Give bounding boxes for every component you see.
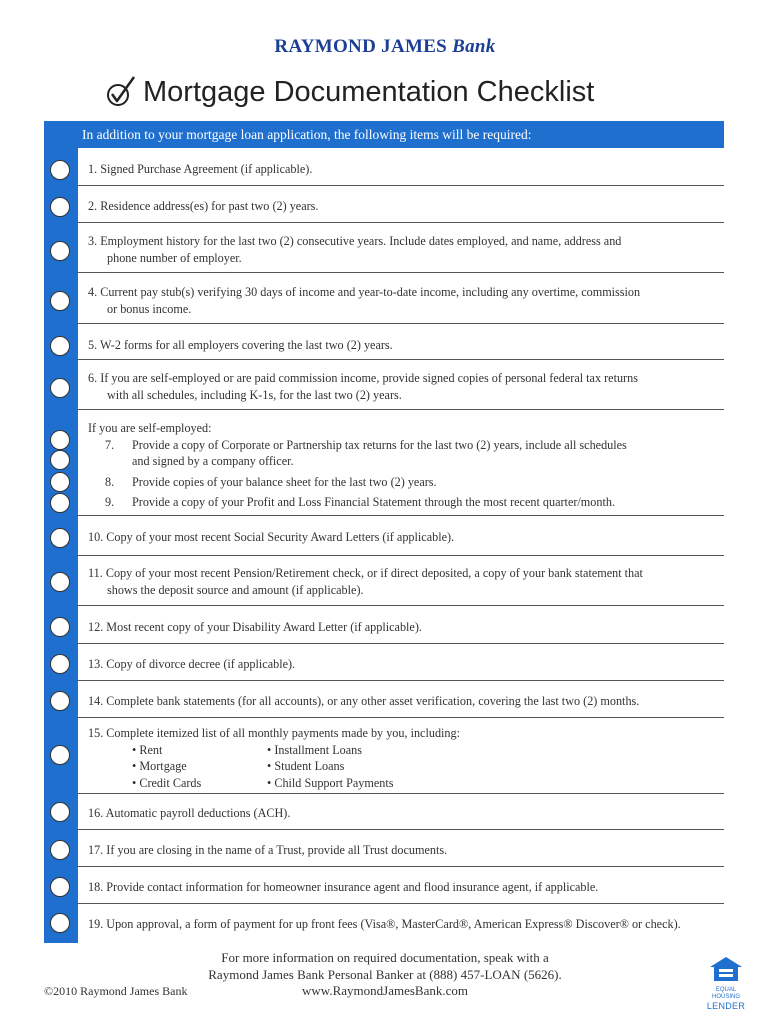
checklist-item-11 — [78, 556, 724, 606]
checklist-item-10 — [78, 516, 724, 556]
item-text: 4. Current pay stub(s) verifying 30 days of income and year-to-date income, including any overtime, commission — [88, 285, 641, 299]
title-row — [105, 70, 594, 114]
page-title: Mortgage Documentation Checklist — [143, 75, 595, 108]
item-text: 2. Residence address(es) for past two (2) years. — [88, 199, 319, 213]
checklist-item-13 — [78, 644, 724, 681]
bullet-mortgage: • Mortgage — [132, 759, 187, 773]
checklist-header — [78, 121, 724, 148]
house-icon — [709, 956, 743, 982]
item-text: 13. Copy of divorce decree (if applicable). — [88, 657, 296, 671]
sub-item-7: 7. Provide a copy of Corporate or Partnership tax returns for the last two (2) years, include all schedules and signed by a company officer. — [105, 437, 627, 468]
payment-bullets — [132, 742, 716, 792]
eho-label: EQUAL HOUSING — [711, 987, 740, 1000]
checklist-item-17 — [78, 830, 724, 867]
equal-housing-lender-logo — [705, 956, 747, 1011]
checklist-item-14 — [78, 681, 724, 718]
item-text-cont: or bonus income. — [107, 301, 192, 316]
item-text: 1. Signed Purchase Agreement (if applicable). — [88, 162, 313, 176]
checklist-item-self-employed — [78, 410, 724, 516]
brand-suffix: Bank — [452, 36, 496, 57]
item-text: 11. Copy of your most recent Pension/Retirement check, or if direct deposited, a copy of your bank statement that — [88, 566, 643, 580]
checkbox-10[interactable] — [50, 528, 70, 548]
checkbox-4[interactable] — [50, 291, 70, 311]
checklist-item-4 — [78, 273, 724, 324]
footer-line-1: For more information on required documentation, speak with a — [221, 950, 549, 965]
brand-logo — [0, 36, 770, 58]
item-text: 17. If you are closing in the name of a Trust, provide all Trust documents. — [88, 843, 448, 857]
sub-item-8: 8. Provide copies of your balance sheet for the last two (2) years. — [105, 474, 437, 489]
checklist-item-1 — [78, 148, 724, 186]
checklist-item-12 — [78, 606, 724, 644]
item-text: 19. Upon approval, a form of payment for up front fees (Visa®, MasterCard®, American Express® Discover® or check). — [88, 917, 681, 931]
checkbox-18[interactable] — [50, 877, 70, 897]
checkbox-7[interactable] — [50, 450, 70, 470]
footer-website-link[interactable]: www.RaymondJamesBank.com — [302, 983, 468, 998]
checklist-item-18 — [78, 867, 724, 904]
item-text: 6. If you are self-employed or are paid commission income, provide signed copies of personal federal tax returns — [88, 371, 638, 385]
checkbox-9[interactable] — [50, 493, 70, 513]
checklist-item-16 — [78, 794, 724, 830]
checkbox-17[interactable] — [50, 840, 70, 860]
self-employed-intro: If you are self-employed: — [88, 421, 212, 435]
bullet-credit: • Credit Cards — [132, 775, 202, 790]
item-text: 12. Most recent copy of your Disability Award Letter (if applicable). — [88, 620, 422, 634]
item-text: 3. Employment history for the last two (2) consecutive years. Include dates employed, and name, address and — [88, 234, 622, 248]
item-text: 10. Copy of your most recent Social Security Award Letters (if applicable). — [88, 530, 455, 544]
checkbox-14[interactable] — [50, 691, 70, 711]
item-text-cont: phone number of employer. — [107, 250, 242, 265]
bullet-installment: • Installment Loans — [267, 742, 362, 757]
checklist-item-6 — [78, 360, 724, 410]
checklist-item-5 — [78, 324, 724, 360]
footer-line-2: Raymond James Bank Personal Banker at (888) 457-LOAN (5626). — [208, 966, 562, 982]
bullet-rent: • Rent — [132, 742, 163, 757]
checkbox-12[interactable] — [50, 617, 70, 637]
checklist-item-19 — [78, 904, 724, 941]
bullet-child-support: • Child Support Payments — [267, 775, 394, 790]
eho-lender: LENDER — [706, 1001, 746, 1011]
checkbox-16[interactable] — [50, 802, 70, 822]
checkbox-13[interactable] — [50, 654, 70, 674]
item-text: 15. Complete itemized list of all monthly payments made by you, including: — [88, 726, 460, 740]
checkbox-19[interactable] — [50, 913, 70, 933]
checklist-item-3 — [78, 223, 724, 273]
copyright-notice: ©2010 Raymond James Bank — [44, 984, 188, 998]
checkbox-5[interactable] — [50, 336, 70, 356]
checkbox-self-employed[interactable] — [50, 430, 70, 450]
bullet-student: • Student Loans — [267, 759, 345, 773]
checklist-item-15 — [78, 718, 724, 794]
brand-name: RAYMOND JAMES — [274, 36, 448, 57]
header-text: In addition to your mortgage loan application, the following items will be required: — [82, 127, 532, 142]
item-text-cont: shows the deposit source and amount (if applicable). — [107, 582, 364, 597]
checkmark-icon — [105, 74, 137, 110]
item-text: 18. Provide contact information for homeowner insurance agent and flood insurance agent, if applicable. — [88, 880, 599, 894]
checkbox-1[interactable] — [50, 160, 70, 180]
checkbox-2[interactable] — [50, 197, 70, 217]
sub-item-9: 9. Provide a copy of your Profit and Loss Financial Statement through the most recent quarter/month. — [105, 495, 615, 509]
checklist-item-2 — [78, 186, 724, 223]
item-text: 5. W-2 forms for all employers covering the last two (2) years. — [88, 338, 393, 352]
checkbox-8[interactable] — [50, 472, 70, 492]
item-text-cont: with all schedules, including K-1s, for the last two (2) years. — [107, 387, 402, 402]
checkbox-15[interactable] — [50, 745, 70, 765]
checkbox-6[interactable] — [50, 378, 70, 398]
item-text: 14. Complete bank statements (for all accounts), or any other asset verification, covering the last two (2) months. — [88, 694, 640, 708]
checkbox-3[interactable] — [50, 241, 70, 261]
checkbox-11[interactable] — [50, 572, 70, 592]
item-text: 16. Automatic payroll deductions (ACH). — [88, 806, 291, 820]
